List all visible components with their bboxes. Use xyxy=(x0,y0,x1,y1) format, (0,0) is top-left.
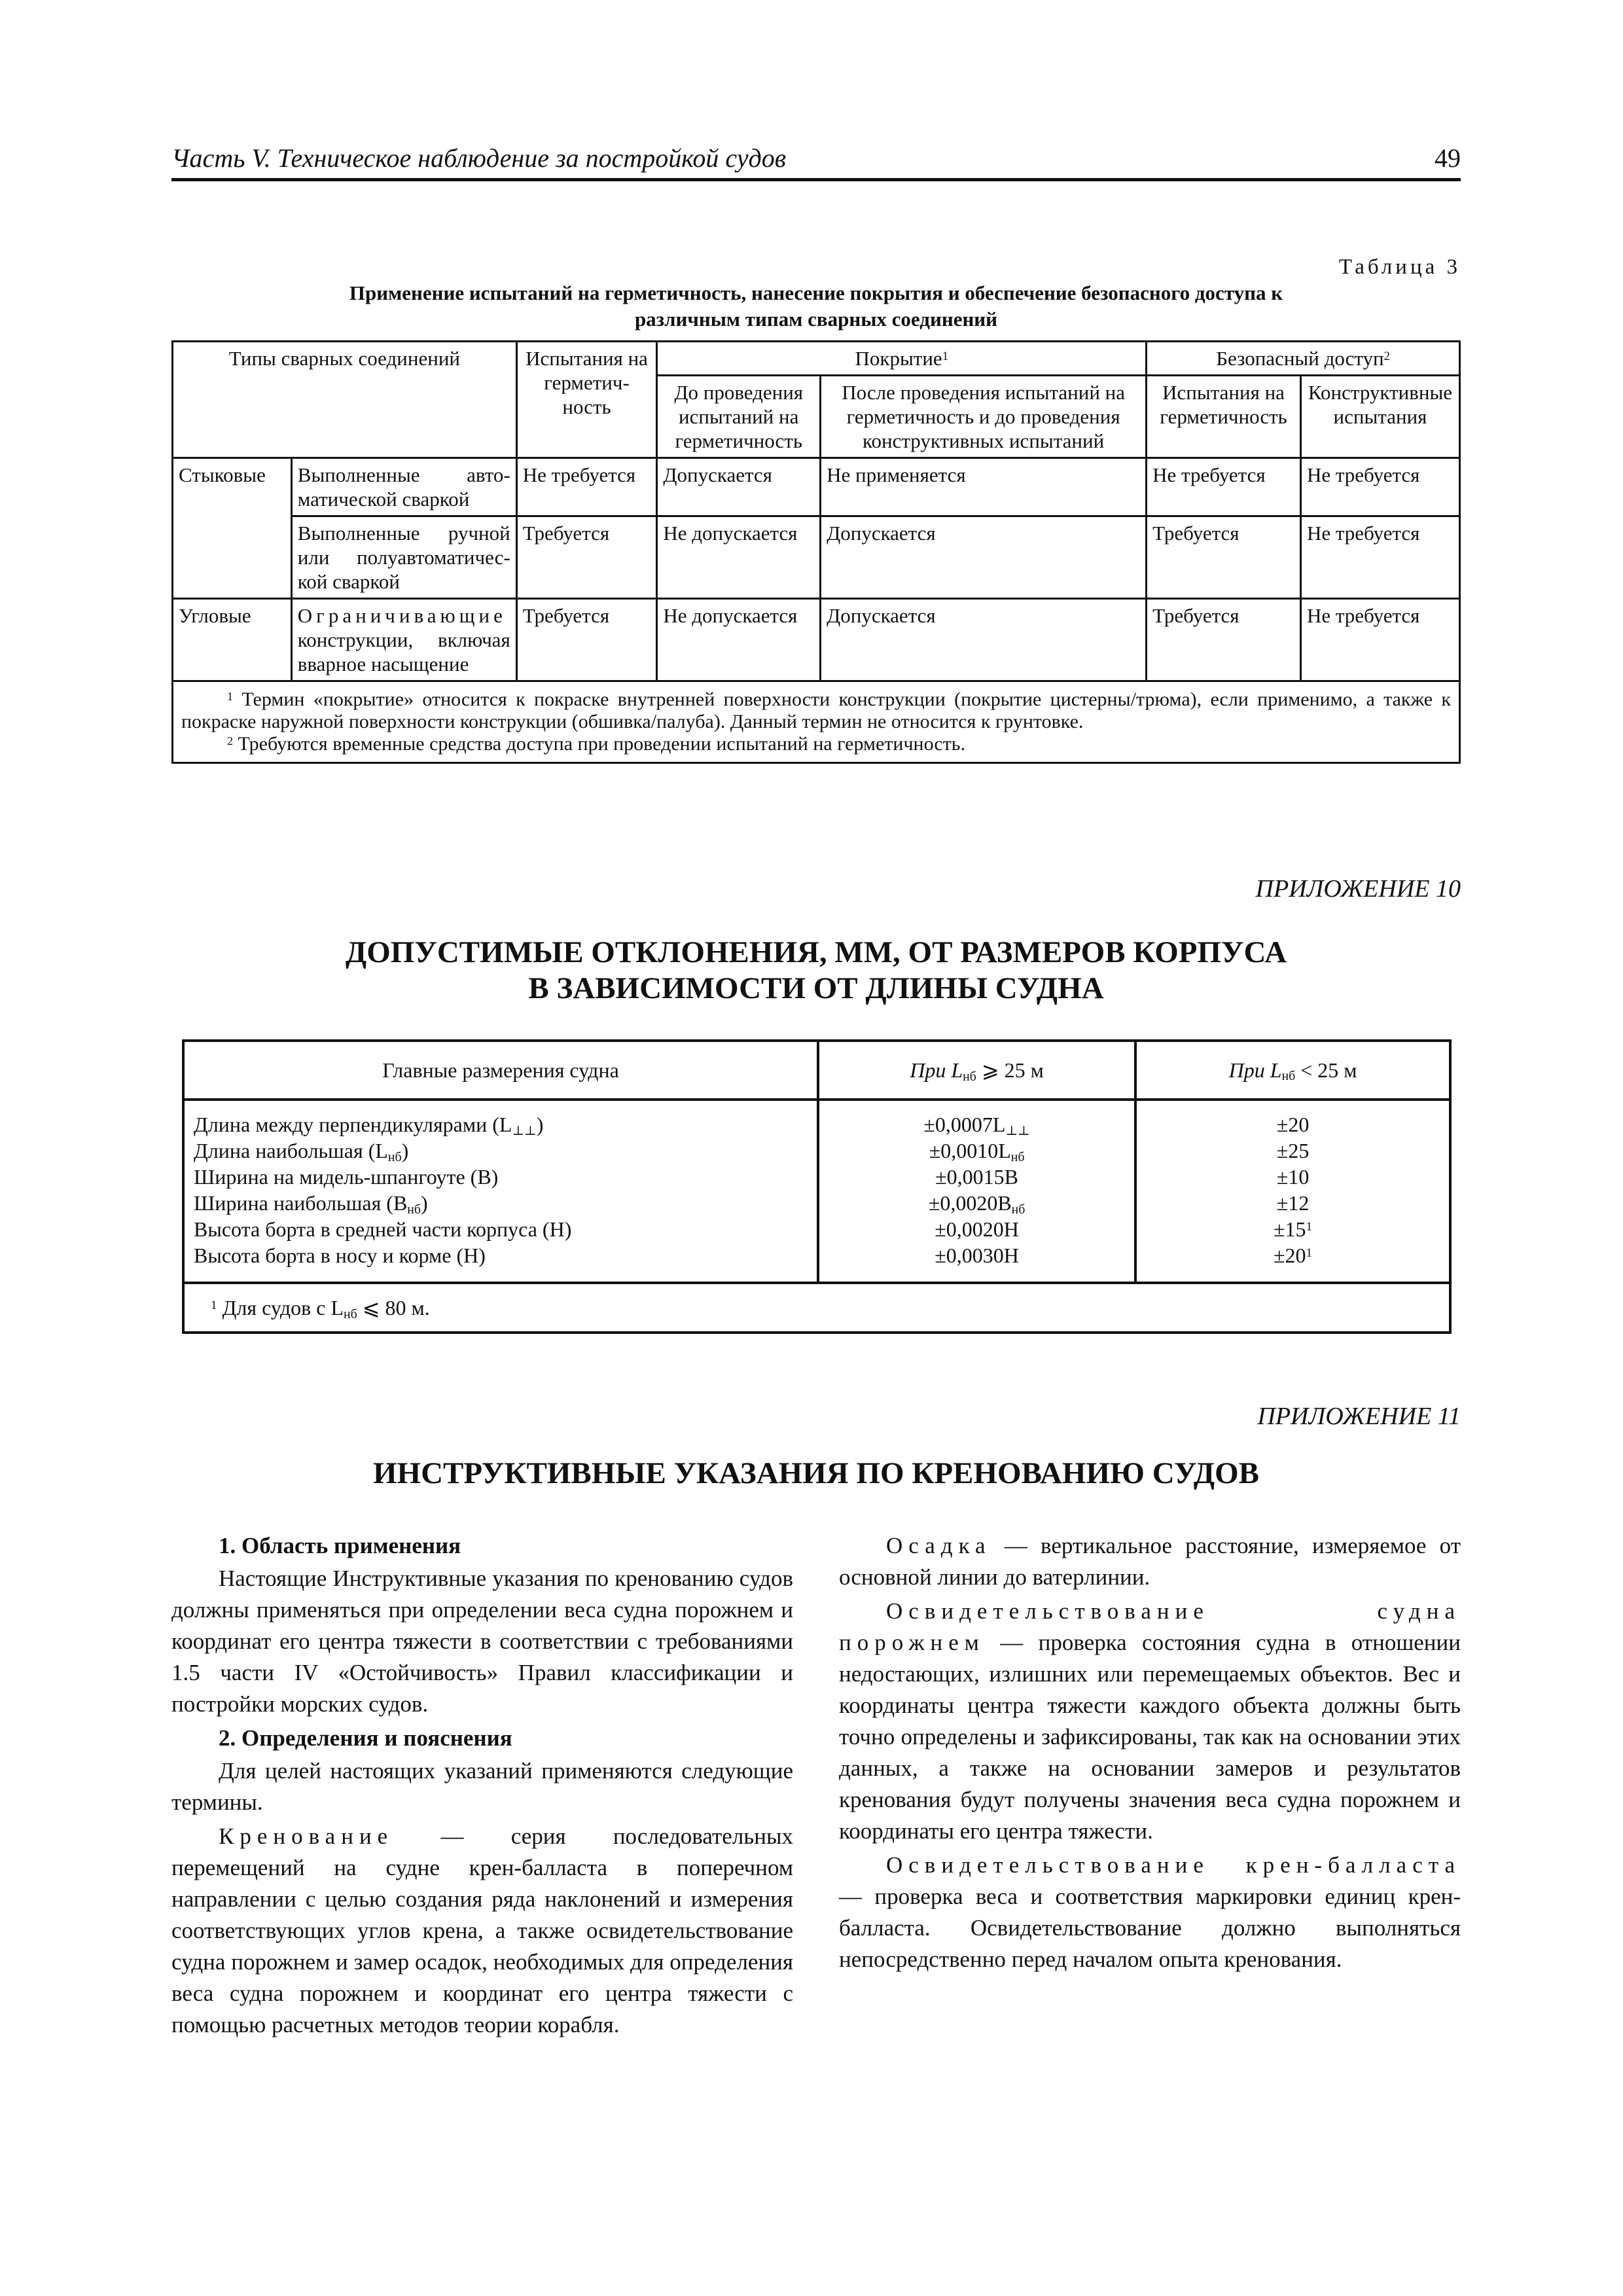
deviation-large xyxy=(829,1111,1125,1138)
th-joint-types: Типы сварных соединений xyxy=(173,342,517,458)
cell-joint xyxy=(291,599,516,681)
fn-suffix: ⩽ 80 м. xyxy=(362,1296,430,1319)
deviation-small-value: ±12 xyxy=(1276,1191,1310,1215)
deviation-small-sup: 1 xyxy=(1306,1220,1313,1234)
section-1-text: Настоящие Инструктивные указания по кренованию судов должны применяться при определении веса судна порожнем и координат его центра тяжести в соответствии с требованиями 1.5 части IV «Остойчивость» Правил классификации и постройки морских судов. xyxy=(171,1566,793,1717)
table-row xyxy=(173,458,1460,516)
cell-before: Допускается xyxy=(657,458,821,516)
running-header xyxy=(171,143,1461,177)
cell-acc-tight: Не требуется xyxy=(1147,458,1301,516)
dimension-name xyxy=(194,1242,808,1268)
th-ge-sub: нб xyxy=(963,1069,976,1084)
deviation-small-value: ±20 xyxy=(1276,1113,1310,1136)
cell-acc-struct: Не требуется xyxy=(1300,516,1459,599)
definition-draught xyxy=(839,1530,1461,1593)
th-coating-text: Покрытие xyxy=(855,347,942,370)
deviation-large-value: ±0,0007L xyxy=(923,1113,1006,1136)
dimension-name-sub: нб xyxy=(407,1202,421,1217)
appendix10-title-line1: ДОПУСТИМЫЕ ОТКЛОНЕНИЯ, ММ, ОТ РАЗМЕРОВ КОРПУСА xyxy=(345,935,1287,969)
appendix11-title: ИНСТРУКТИВНЫЕ УКАЗАНИЯ ПО КРЕНОВАНИЮ СУДОВ xyxy=(372,1456,1260,1490)
deviation-large xyxy=(829,1242,1125,1268)
deviation-large xyxy=(829,1216,1125,1242)
table3 xyxy=(171,340,1461,764)
cell-after: Допускается xyxy=(821,516,1147,599)
cell-group: Стыковые xyxy=(173,458,292,599)
th-coating-before: До проведения испытаний на герметичность xyxy=(657,376,821,458)
th-access-structural: Конструктивные испытания xyxy=(1300,376,1459,458)
footnote-1-text: Термин «покрытие» относится к покраске внутренней поверхности конструкции (покрытие цистерны/трюма), если применимо, а также к покраске наружной поверхности конструкции (обшивка/палуба). Данный термин не относится к грунтовке. xyxy=(181,689,1452,732)
dimension-name-end: ) xyxy=(536,1113,544,1136)
deviation-large-sub: нб xyxy=(1010,1149,1025,1164)
fn-prefix: Для судов с L xyxy=(222,1296,344,1319)
dimension-name xyxy=(194,1190,808,1216)
th-tightness-test: Испытания на герметич-ность xyxy=(516,342,657,458)
th-lt-prefix: При L xyxy=(1228,1058,1282,1082)
dimension-name-text: Ширина наибольшая (B xyxy=(194,1191,408,1215)
table-row xyxy=(173,599,1460,681)
footnote-2-text: Требуются временные средства доступа при проведении испытаний на герметичность. xyxy=(238,733,965,755)
th-lt-suffix: < 25 м xyxy=(1300,1058,1357,1082)
dimension-name-sub: нб xyxy=(387,1149,402,1164)
deviation-large-value: ±0,0015B xyxy=(935,1165,1018,1189)
th-length-ge-25 xyxy=(818,1041,1135,1100)
deviation-large-column xyxy=(818,1100,1135,1283)
deviation-large xyxy=(829,1190,1125,1216)
deviation-large-sub: ⊥⊥ xyxy=(1005,1123,1030,1138)
appendix11-label: ПРИЛОЖЕНИЕ 11 xyxy=(1257,1403,1461,1430)
def-draught: — вертикальное расстояние, измеряемое от основной линии до ватерлинии. xyxy=(839,1533,1461,1590)
cell-joint-spaced: Ограничивающие xyxy=(297,604,507,627)
definition-ballast-survey xyxy=(839,1850,1461,1975)
dimension-names-column xyxy=(183,1100,818,1283)
deviation-small xyxy=(1146,1138,1440,1164)
section-1-heading: 1. Область применения xyxy=(219,1533,461,1558)
definition-lightweight-survey xyxy=(839,1596,1461,1847)
appendix10-title-line2: В ЗАВИСИМОСТИ ОТ ДЛИНЫ СУДНА xyxy=(528,971,1104,1005)
cell-test: Не требуется xyxy=(516,458,657,516)
deviation-small-value: ±10 xyxy=(1276,1165,1310,1189)
appendix10-label: ПРИЛОЖЕНИЕ 10 xyxy=(1255,875,1461,903)
running-title: Часть V. Техническое наблюдение за постройкой судов xyxy=(171,143,787,173)
deviation-small-value: ±20 xyxy=(1273,1244,1306,1267)
deviation-large-sub: нб xyxy=(1011,1202,1026,1217)
table3-caption: Применение испытаний на герметичность, нанесение покрытия и обеспечение безопасного доступа к различным типам сварных соединений xyxy=(349,281,1283,331)
deviation-small xyxy=(1146,1216,1440,1242)
page-number: 49 xyxy=(1435,143,1461,173)
cell-joint: Выполненные авто-матической сваркой xyxy=(291,458,516,516)
cell-before: Не допускается xyxy=(657,599,821,681)
term-lightweight-survey: Освидетельствование судна порожнем xyxy=(839,1598,1461,1655)
deviation-large-value: ±0,0030H xyxy=(935,1244,1019,1267)
th-length-lt-25 xyxy=(1135,1041,1450,1100)
dimension-name-text: Высота борта в средней части корпуса (H) xyxy=(194,1217,572,1241)
dimension-name-end: ) xyxy=(401,1139,409,1162)
left-column xyxy=(171,1530,793,2043)
appendix10-title xyxy=(171,935,1461,1007)
table-deviations xyxy=(182,1039,1452,1334)
th-coating: Покрытие$^1$ xyxy=(657,342,1147,376)
table-footnote-row xyxy=(183,1283,1450,1333)
th-access-tightness: Испытания на герметичность xyxy=(1147,376,1301,458)
dimension-name-text: Длина наибольшая (L xyxy=(194,1139,388,1162)
definition-heeling xyxy=(171,1821,793,2041)
table3-footnotes xyxy=(173,681,1460,763)
dimension-name-text: Ширина на мидель-шпангоуте (B) xyxy=(194,1165,499,1189)
dimension-name xyxy=(194,1111,808,1138)
def-heeling: — серия последовательных перемещений на судне крен-балласта в поперечном направлении с целью создания ряда наклонений и измерения соответствующих углов крена, а также освидетельствование судна порожнем и замер осадок, необходимых для определения веса судна порожнем и координат его центра тяжести с помощью расчетных методов теории корабля. xyxy=(171,1823,794,2037)
right-column xyxy=(839,1530,1461,1978)
header-rule xyxy=(171,178,1461,181)
deviation-large-value: ±0,0020B xyxy=(928,1191,1012,1215)
dimension-name-sub: ⊥⊥ xyxy=(512,1123,537,1138)
dimension-name xyxy=(194,1164,808,1190)
cell-joint: Выполненные ручной или полуавтоматичес-кой сваркой xyxy=(291,516,516,599)
def-lightweight-survey: — проверка состояния судна в отношении недостающих, излишних или перемещаемых объектов. Вес и координаты центра тяжести каждого объекта должны быть точно определены и зафиксированы, так как на основании этих данных, а также на основании замеров и результатов кренования будут получены значения веса судна порожнем и координаты его центра тяжести. xyxy=(839,1630,1461,1844)
dimension-name-text: Высота борта в носу и корме (H) xyxy=(194,1244,486,1267)
cell-acc-struct: Не требуется xyxy=(1300,458,1459,516)
deviation-small xyxy=(1146,1164,1440,1190)
term-ballast-survey: Освидетельствование крен-балласта xyxy=(886,1852,1461,1878)
cell-acc-tight: Требуется xyxy=(1147,599,1301,681)
cell-acc-tight: Требуется xyxy=(1147,516,1301,599)
deviation-large xyxy=(829,1138,1125,1164)
table-row xyxy=(173,516,1460,599)
dimension-name-end: ) xyxy=(421,1191,428,1215)
cell-joint-rest: конструкции, включая вварное насыщение xyxy=(297,628,510,675)
th-ge-prefix: При L xyxy=(910,1058,963,1082)
deviation-small-value: ±25 xyxy=(1276,1139,1310,1162)
deviation-large-value: ±0,0010L xyxy=(929,1139,1011,1162)
dimension-name xyxy=(194,1138,808,1164)
table-header-row xyxy=(173,342,1460,376)
deviation-small-sup: 1 xyxy=(1306,1246,1313,1261)
deviation-small xyxy=(1146,1190,1440,1216)
cell-group: Угловые xyxy=(173,599,292,681)
cell-test: Требуется xyxy=(516,599,657,681)
deviation-small xyxy=(1146,1242,1440,1268)
cell-test: Требуется xyxy=(516,516,657,599)
table-body-row xyxy=(183,1100,1450,1283)
dimension-name xyxy=(194,1216,808,1242)
term-heeling: Кренование xyxy=(219,1823,394,1849)
cell-before: Не допускается xyxy=(657,516,821,599)
section-2-heading: 2. Определения и пояснения xyxy=(219,1725,512,1751)
th-safe-access: Безопасный доступ$^2$ xyxy=(1147,342,1460,376)
deviation-large xyxy=(829,1164,1125,1190)
fn-sub: нб xyxy=(344,1306,357,1321)
deviation-small-value: ±15 xyxy=(1273,1217,1306,1241)
cell-acc-struct: Не требуется xyxy=(1300,599,1459,681)
th-main-dimensions: Главные размерения судна xyxy=(183,1041,818,1100)
footnote-1: $^1$ Термин «покрытие» относится к покраске внутренней поверхности конструкции (покрытие цистерны/трюма), если применимо, а также к покраске наружной поверхности конструкции (обшивка/палуба). Данный термин не относится к грунтовке. xyxy=(181,689,1452,732)
cell-after: Допускается xyxy=(821,599,1147,681)
term-draught: Осадка xyxy=(886,1533,991,1558)
table3-label: Таблица 3 xyxy=(1338,255,1461,279)
th-coating-after: После проведения испытаний на герметичность и до проведения конструктивных испытаний xyxy=(821,376,1147,458)
table-header-row xyxy=(183,1041,1450,1100)
deviation-small-column xyxy=(1135,1100,1450,1283)
section-2-text: Для целей настоящих указаний применяются следующие термины. xyxy=(171,1758,793,1815)
th-ge-suffix: ⩾ 25 м xyxy=(981,1058,1044,1082)
table-footnote: $^1$ Для судов с $L_{нб}$ ⩽ 80 м. xyxy=(183,1283,1450,1333)
def-ballast-survey: — проверка веса и соответствия маркировки единиц крен-балласта. Освидетельствование должно выполняться непосредственно перед началом опыта кренования. xyxy=(839,1884,1461,1972)
th-safe-access-text: Безопасный доступ xyxy=(1216,347,1384,370)
deviation-small xyxy=(1146,1111,1440,1138)
footnote-2: $^2$ Требуются временные средства доступа при проведении испытаний на герметичность. xyxy=(227,733,965,755)
cell-after: Не применяется xyxy=(821,458,1147,516)
th-lt-sub: нб xyxy=(1281,1069,1296,1084)
deviation-large-value: ±0,0020H xyxy=(935,1217,1019,1241)
dimension-name-text: Длина между перпендикулярами (L xyxy=(194,1113,512,1136)
